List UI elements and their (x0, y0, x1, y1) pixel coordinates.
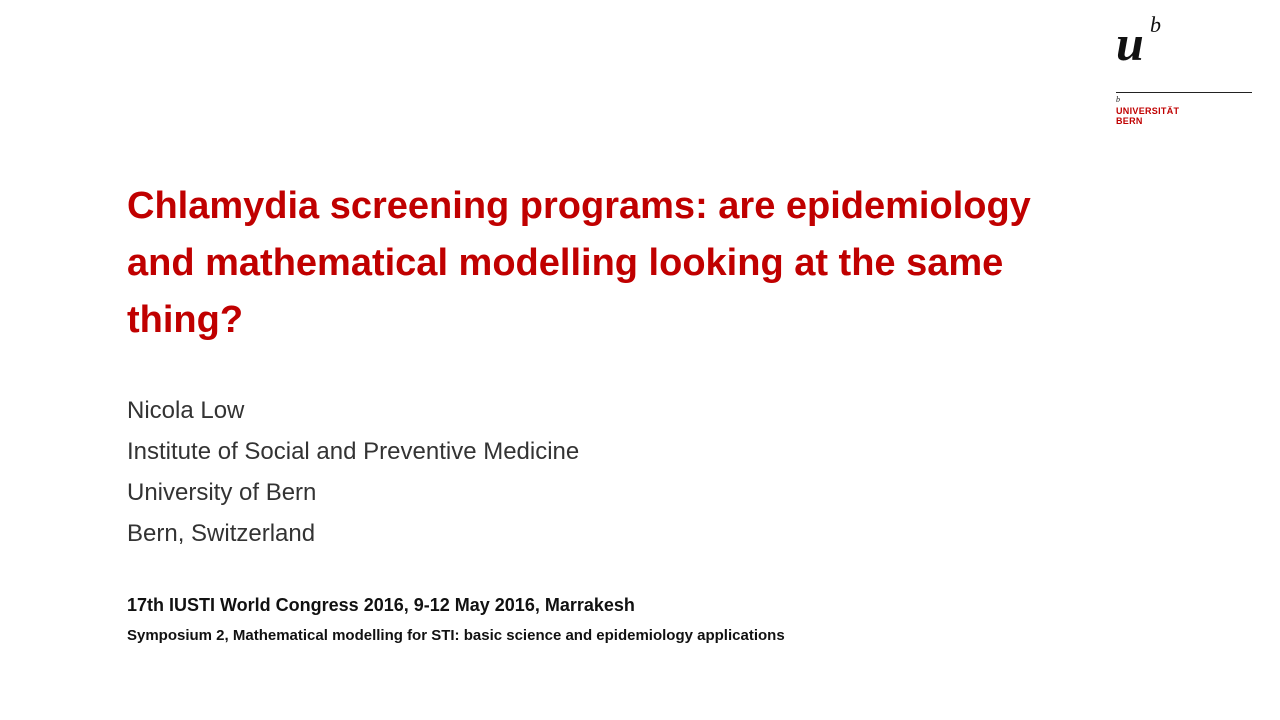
logo-mark-u: u (1116, 15, 1144, 71)
logo-university-name (1116, 106, 1179, 126)
slide-title-line3: thing? (127, 299, 244, 341)
slide-title (127, 178, 1207, 349)
author-location: Bern, Switzerland (127, 520, 316, 547)
logo-mark-b: b (1150, 12, 1161, 37)
symposium-info: Symposium 2, Mathematical modelling for STI: basic science and epidemiology applications (127, 627, 785, 644)
logo-small-b: b (1116, 95, 1120, 104)
author-block (127, 390, 1127, 554)
slide-title-line2: and mathematical modelling looking at the same (127, 242, 1004, 284)
author-university: University of Bern (127, 479, 317, 506)
logo-divider (1116, 92, 1252, 93)
logo-name-line2: BERN (1116, 116, 1143, 126)
author-institute: Institute of Social and Preventive Medicine (127, 438, 580, 465)
university-logo (1116, 12, 1256, 132)
slide-title-line1: Chlamydia screening programs: are epidemiology (127, 185, 1031, 227)
logo-name-line1: UNIVERSITÄT (1116, 106, 1180, 116)
congress-info: 17th IUSTI World Congress 2016, 9-12 May 2016, Marrakesh (127, 595, 635, 615)
author-name: Nicola Low (127, 397, 245, 424)
